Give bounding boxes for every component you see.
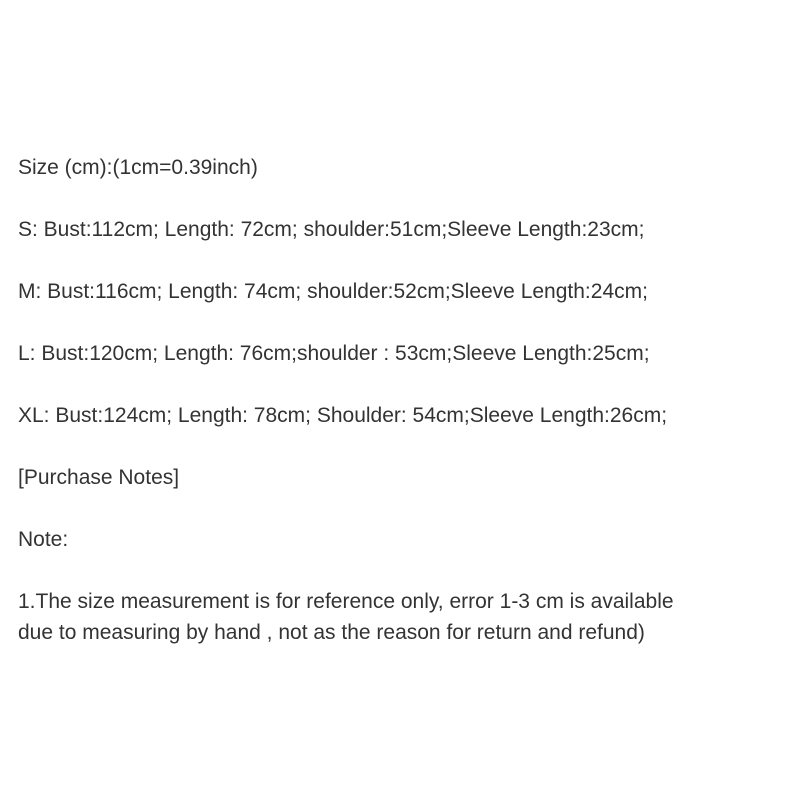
size-heading: Size (cm):(1cm=0.39inch) [18,156,258,179]
note-item-1-line-1: 1.The size measurement is for reference only, error 1-3 cm is available [18,590,674,613]
size-row-s: S: Bust:112cm; Length: 72cm; shoulder:51cm;Sleeve Length:23cm; [18,218,645,241]
note-item-1-line-2: due to measuring by hand , not as the reason for return and refund) [18,621,645,644]
size-description [18,152,788,648]
purchase-notes-heading: [Purchase Notes] [18,466,180,489]
note-label: Note: [18,528,69,551]
size-row-l: L: Bust:120cm; Length: 76cm;shoulder : 53cm;Sleeve Length:25cm; [18,342,650,365]
note-item-1 [18,586,788,648]
size-row-m: M: Bust:116cm; Length: 74cm; shoulder:52cm;Sleeve Length:24cm; [18,280,648,303]
size-row-xl: XL: Bust:124cm; Length: 78cm; Shoulder: 54cm;Sleeve Length:26cm; [18,404,668,427]
